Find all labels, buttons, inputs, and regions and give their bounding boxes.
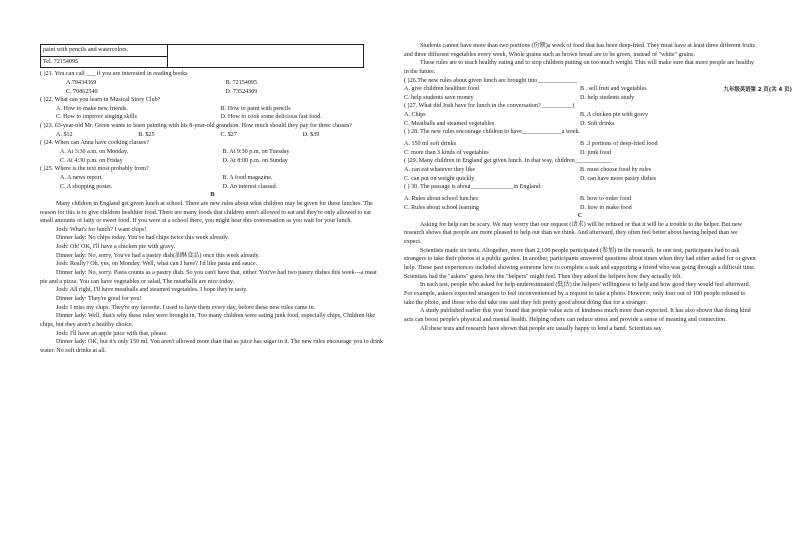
passage-c-paragraph: Scientists made six tests. Altogether, more than 2,100 people participated (参加) in the research. In one test, participants had to ask strangers to take their photos at a public garden. In another, participants answered questions about times when they had either asked for or given help. These past experiences included showing someone how to complete a task and supporting a friend who was going through a difficult time. Scientists had the "askers" guess how the "helpers" might feel. Then they asked the helpers how they actually felt. (404, 247, 756, 280)
passage-b-paragraph: Students cannot have more than two portions (份额)a week of food that has been deep-fried. They must have at least three different fruits and three different vegetables every week, Whole grains such as brown bread are to be given, instead of "white" grains. (404, 43, 755, 58)
option: A. At 3:30 a.m. on Monday. (60, 149, 129, 156)
question-27-options (404, 111, 756, 128)
option: A. A news report. (60, 174, 103, 181)
question-25-options (40, 174, 385, 191)
option: A. give children healthier food (404, 86, 479, 93)
question-24: ( )24. When can Anna have cooking classes? (40, 140, 149, 147)
option: C. A shopping poster. (60, 183, 113, 190)
question-27: ( )27. What did Josh have for lunch in the conversation? __________( (404, 103, 575, 110)
dialogue-line: Josh: All right, I'll have meatballs and steamed vegetables. I hope they're tasty. (56, 287, 248, 294)
question-30: ( ) 30. The passage is about______________in England. (404, 184, 542, 191)
option: D. $39 (302, 131, 320, 138)
option: B .3 portions of deep-fried food (580, 141, 658, 148)
passage-c-paragraph: In each test, people who asked for help underestimated (低估) the helpers' willingness to help and how good they would feel afterward. For example, askers expected strangers to feel inconvenienced by a request to take a photo. However, only four out of 100 people refused to take the photo, and those who did take one said they felt pretty good about doing that for a stranger. (404, 282, 751, 306)
option: B. A chicken pie with gravy (580, 112, 649, 119)
option: B. A food magazine. (222, 174, 273, 181)
option: C. can put on weight quickly (404, 175, 475, 182)
ad-box-fragment (40, 44, 364, 68)
ad-box-line-1: paint with pencils and watercolors. (41, 45, 168, 57)
question-24-options (40, 148, 385, 165)
option: C. help students save money (404, 94, 474, 101)
dialogue-line: Dinner lady: No, sorry. Pasta counts as a pastry dish. So you can't have that, either. You've had two pastry dishes this week---a meat pie and a pizza. You can have vegetables or salad, The meatballs are nice today. (40, 270, 377, 285)
option: D. At 8:00 p.m. on Sunday (222, 157, 288, 164)
dialogue-line: Dinner lady: OK, but it's only 150 ml. You aren't allowed more than that as juice has sugar in it. The new rules encourage you to drink water. No soft drinks at all. (40, 339, 384, 354)
passage-b-paragraph: These rules are to teach healthy eating and to stop children putting on too much weight. This will make sure that more people are healthy in the future. (404, 60, 755, 75)
option: B. must choose food by rules (580, 166, 652, 173)
option: A. Rules about school lunches (404, 195, 478, 202)
question-21: ( )21. You can call ___ if you are interested in reading books (40, 71, 188, 78)
question-21-options (40, 79, 385, 96)
option: A. How to make new friends. (56, 105, 128, 112)
question-23: ( )23. 63-year-old Mr. Green wants to learn painting with his 8-year-old grandson. How much should they pay for three classes? (40, 123, 352, 130)
left-column (40, 0, 385, 355)
option: B. $25 (138, 131, 155, 138)
question-25: ( )25. Where is the text most probably from? (40, 166, 149, 173)
option: D. An interest classad. (222, 183, 278, 190)
dialogue-line: Josh: Oh! OK, I'll have a chicken pie with gravy. (56, 244, 175, 251)
page-number-mark: 九年级英语第 2 页(共 4 页) (723, 87, 792, 93)
option: D. help students study (580, 94, 635, 101)
option: C. Meatballs and steamed vegetables (404, 120, 495, 127)
option: C. How to improve singing skills (56, 114, 137, 121)
option: D. 73524309 (225, 88, 258, 95)
question-29: ( )29. Many children in England get given lunch. In that way, children____________ (404, 158, 612, 165)
passage-c-paragraph: A study published earlier this year found that people value acts of kindness much more than expected. It has also shown that doing kind acts can boost people's physical and mental health. Helping others can reduce stress and provide a sense of meaning and connection. (404, 308, 751, 323)
question-28-options (404, 140, 756, 157)
dialogue-line: Dinner lady: Well, that's why these rules were brought in. Too many children were eating junk food, especially chips, Children like chips, but they aren't a healthy choice. (40, 313, 376, 328)
option: B. 72154095 (225, 79, 257, 86)
option: A. $12 (56, 131, 73, 138)
dialogue-line: Josh: Really? Oh, yes, on Monday. Well, what can I have? I'd like pasta and sauce. (56, 261, 258, 268)
section-b-heading: B (210, 192, 215, 199)
question-29-options (404, 166, 756, 183)
option: D. How to cook some delicious fast food. (220, 114, 322, 121)
option: C. Rules about school learning (404, 204, 479, 211)
ad-box-line-2: Tel. 72154095 (41, 57, 168, 68)
option: A.79434369 (66, 79, 97, 86)
option: A. Chips (404, 112, 426, 119)
dialogue-line: Dinner lady: No, sorry, You've had a pastry dish(油酥食品) once this week already. (56, 252, 260, 259)
option: B. At 9:30 p.m. on Tuesday (222, 149, 290, 156)
dialogue-line: Dinner lady: They're good for you! (56, 295, 142, 302)
question-22-options (40, 105, 385, 122)
option: B . sell fruit and vegetables (580, 86, 647, 93)
dialogue-line: Josh: What's for lunch? I want chips! (56, 226, 147, 233)
question-28: ( ) 28. The new rules encourage children to have_____________a week. (404, 129, 581, 136)
dialogue-line: Josh: I miss my chips. They're my favorite. I used to have them every day, before these new rules came in. (56, 304, 316, 311)
question-22: ( )22. What can you learn in Musical Story Club? (40, 97, 161, 104)
section-c-heading: C (577, 213, 583, 220)
question-26-options (404, 85, 756, 102)
option: C. 70862540 (66, 88, 98, 95)
option: D. junk food (580, 149, 611, 156)
dialogue-line: Josh: I'll have an apple juice with that, please. (56, 330, 168, 337)
right-column (404, 0, 756, 333)
passage-c-paragraph: Asking for help can be scary. We may worry that our request (请求) will be refused or that it will be a trouble to the helper. But new research shows that people are more pleased to help out than we think. And afterward, they often feel better about having helped than we expect. (404, 221, 743, 246)
option: D. how to make food (580, 204, 632, 211)
option: C. $27 (220, 131, 237, 138)
question-30-options (404, 195, 756, 212)
option: D. can have more pastry dishes (580, 175, 657, 182)
option: D. Soft drinks (580, 120, 615, 127)
option: B. how to order food (580, 195, 631, 202)
question-23-options (40, 131, 385, 140)
passage-c-paragraph: All these tests and research have shown that people are usually happy to lend a hand. Scientists say (420, 325, 662, 332)
option: B. How to paint with pencils (220, 105, 291, 112)
passage-b-paragraph: Many children in England get given lunch at school. There are new rules about what children may be given for these lunches. The reason for this is to give children healthier food. There are many foods that children aren't allowed to eat and they're only allowed to eat small amounts of fatty or sweet food. If you were at a school there, you might hear this conversation as you wait for your lunch. (40, 200, 373, 225)
dialogue-line: Dinner lady: No chips today. You've had chips twice this week already. (56, 235, 229, 242)
option: A. 150 ml soft drinks (404, 141, 456, 148)
option: C. At 4:30 p.m. on Friday (60, 157, 123, 164)
question-26: ( )26.The new rules about given lunch are brought into_____________ (404, 77, 577, 84)
option: C. more than 3 kinds of vegetables (404, 149, 489, 156)
option: A. can eat whatever they like (404, 166, 476, 173)
